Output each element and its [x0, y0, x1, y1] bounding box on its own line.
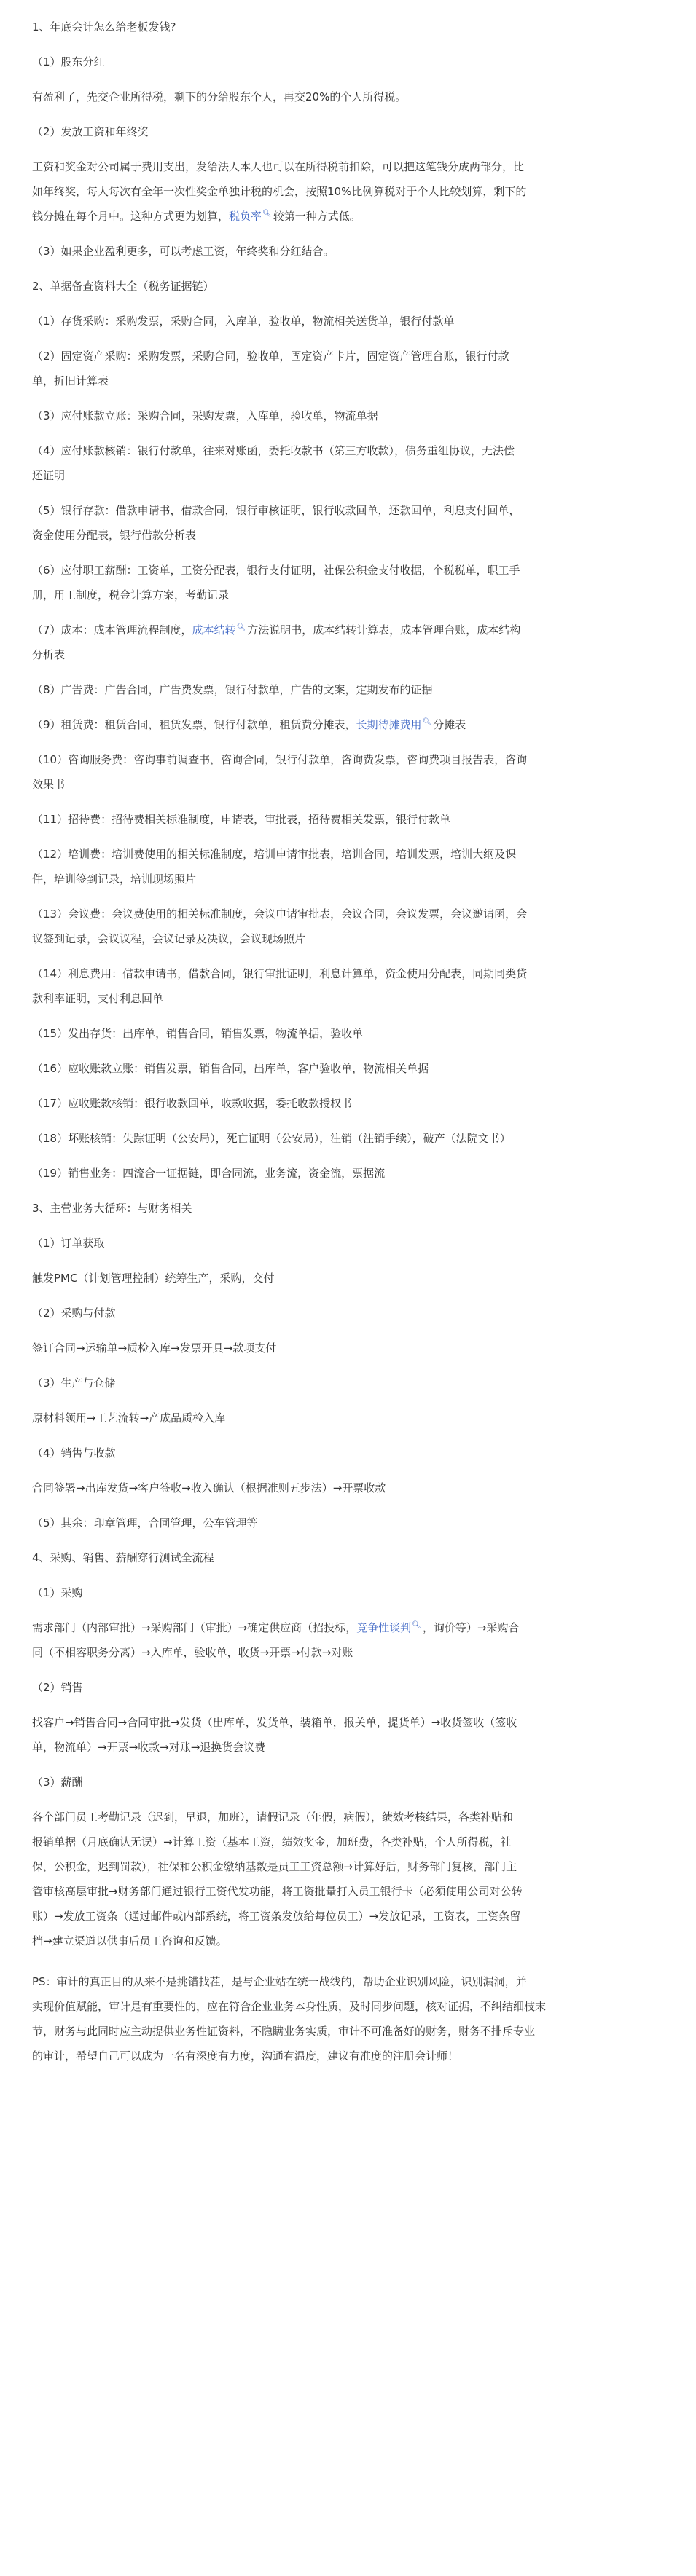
- list-item: （5）银行存款：借款申请书，借款合同，银行审核证明，银行收款回单，还款回单，利息支付回单，: [32, 504, 520, 517]
- list-item: [32, 618, 666, 642]
- list-item: （19）销售业务：四流合一证据链，即合同流，业务流，资金流，票据流: [32, 1167, 386, 1180]
- list-item: （8）广告费：广告合同，广告费发票，银行付款单，广告的文案，定期发布的证据: [32, 683, 433, 696]
- list-item: [32, 712, 666, 737]
- section-3-heading: 3、主营业务大循环：与财务相关: [32, 1202, 192, 1215]
- paragraph-salary-bonus-line-3: [32, 204, 666, 229]
- list-item: （1）存货采购：采购发票，采购合同，入库单，验收单，物流相关送货单，银行付款单: [32, 315, 455, 328]
- list-item-continued: 件，培训签到记录，培训现场照片: [32, 873, 197, 886]
- list-item-continued: 资金使用分配表，银行借款分析表: [32, 529, 197, 542]
- list-item-continued: 册，用工制度，税金计算方案，考勤记录: [32, 588, 230, 602]
- cost-transfer-link[interactable]: 成本结转: [192, 623, 236, 637]
- list-item: （12）培训费：培训费使用的相关标准制度，培训申请审批表，培训合同，培训发票，培训大纲及课: [32, 848, 517, 861]
- section-4-heading: 4、采购、销售、薪酬穿行测试全流程: [32, 1551, 214, 1564]
- list-item-continued: 还证明: [32, 469, 66, 482]
- text-fragment: ，询价等）→采购合: [422, 1621, 520, 1634]
- subheading-dividend: （1）股东分红: [32, 55, 105, 68]
- ps-paragraph-line-1: PS：审计的真正目的从来不是挑错找茬，是与企业站在统一战线的，帮助企业识别风险，识别漏洞，并: [32, 1975, 527, 1988]
- list-item-continued: 效果书: [32, 778, 66, 791]
- subheading-purchase-payment: （2）采购与付款: [32, 1307, 116, 1320]
- subheading-order: （1）订单获取: [32, 1237, 105, 1250]
- section-2-heading: 2、单据备查资料大全（税务证据链）: [32, 280, 214, 293]
- text-fragment: 分摊表: [433, 718, 466, 731]
- paragraph-dividend: 有盈利了，先交企业所得税，剩下的分给股东个人，再交20%的个人所得税。: [32, 90, 407, 103]
- paragraph-production: 原材料领用→工艺流转→产成品质检入库: [32, 1411, 226, 1425]
- text-fragment: 方法说明书，成本结转计算表，成本管理台账，成本结构: [247, 623, 521, 637]
- subheading-sales-collection: （4）销售与收款: [32, 1446, 116, 1460]
- paragraph-sales-collection: 合同签署→出库发货→客户签收→收入确认（根据准则五步法）→开票收款: [32, 1481, 386, 1494]
- text-fragment: 需求部门（内部审批）→采购部门（审批）→确定供应商（招投标，: [32, 1621, 357, 1634]
- subheading-payroll: （3）薪酬: [32, 1776, 83, 1789]
- list-item: （16）应收账款立账：销售发票，销售合同，出库单，客户验收单，物流相关单据: [32, 1062, 429, 1075]
- paragraph-purchase-line-1: [32, 1615, 666, 1640]
- list-item: （11）招待费：招待费相关标准制度，申请表，审批表，招待费相关发票，银行付款单: [32, 813, 451, 826]
- list-item: （3）应付账款立账：采购合同，采购发票，入库单，验收单，物流单据: [32, 409, 378, 422]
- paragraph-purchase-payment: 签订合同→运输单→质检入库→发票开具→款项支付: [32, 1342, 277, 1355]
- search-link-icon[interactable]: 🔍︎: [236, 623, 246, 631]
- text-fragment: 钱分摊在每个月中。这种方式更为划算，: [32, 210, 230, 223]
- list-item-continued: 议签到记录，会议议程，会议记录及决议，会议现场照片: [32, 932, 306, 945]
- ps-paragraph-line-2: 实现价值赋能，审计是有重要性的，应在符合企业业务本身性质，及时同步问题，核对证据，不纠结细枝末: [32, 2000, 547, 2013]
- ps-paragraph-line-3: 节，财务与此同时应主动提供业务性证资料，不隐瞒业务实质，审计不可准备好的财务，财务不排斥专业: [32, 2025, 536, 2038]
- paragraph-salary-bonus-line-2: 如年终奖，每人每次有全年一次性奖金单独计税的机会，按照10%比例算税对于个人比较划算，剩下的: [32, 185, 527, 198]
- paragraph-others: （5）其余：印章管理，合同管理，公车管理等: [32, 1516, 258, 1529]
- text-fragment: （7）成本：成本管理流程制度，: [32, 623, 192, 637]
- long-term-prepaid-expense-link[interactable]: 长期待摊费用: [356, 718, 422, 731]
- ps-paragraph-line-4: 的审计，希望自己可以成为一名有深度有力度，沟通有温度，建议有准度的注册会计师！: [32, 2049, 459, 2063]
- subheading-salary-bonus: （2）发放工资和年终奖: [32, 125, 149, 138]
- list-item: （10）咨询服务费：咨询事前调查书，咨询合同，银行付款单，咨询费发票，咨询费项目报告表，咨询: [32, 753, 528, 766]
- list-item-continued: 分析表: [32, 648, 66, 661]
- subheading-production: （3）生产与仓储: [32, 1376, 116, 1390]
- list-item: （17）应收账款核销：银行收款回单，收款收据，委托收款授权书: [32, 1097, 353, 1110]
- list-item: （2）固定资产采购：采购发票，采购合同，验收单，固定资产卡片，固定资产管理台账，银行付款: [32, 350, 509, 363]
- list-item: （6）应付职工薪酬：工资单，工资分配表，银行支付证明，社保公积金支付收据，个税税单，职工手: [32, 564, 520, 577]
- competitive-negotiation-link[interactable]: 竞争性谈判: [356, 1621, 412, 1634]
- list-item-continued: 款利率证明，支付利息回单: [32, 992, 164, 1005]
- tax-burden-rate-link[interactable]: 税负率: [229, 210, 262, 223]
- paragraph-sales-line-1: 找客户→销售合同→合同审批→发货（出库单，发货单，装箱单，报关单，提货单）→收货签收（签收: [32, 1716, 517, 1729]
- search-link-icon[interactable]: 🔍︎: [262, 210, 272, 218]
- list-item: （13）会议费：会议费使用的相关标准制度，会议申请审批表，会议合同，会议发票，会议邀请函，会: [32, 907, 528, 921]
- text-fragment: 较第一种方式低。: [273, 210, 361, 223]
- search-link-icon[interactable]: 🔍︎: [412, 1621, 421, 1629]
- search-link-icon[interactable]: 🔍︎: [422, 718, 432, 726]
- list-item: （18）坏账核销：失踪证明（公安局），死亡证明（公安局），注销（注销手续），破产（法院文书）: [32, 1132, 511, 1145]
- paragraph-order: 触发PMC（计划管理控制）统筹生产，采购，交付: [32, 1272, 275, 1285]
- paragraph-salary-bonus-line-1: 工资和奖金对公司属于费用支出，发给法人本人也可以在所得税前扣除，可以把这笔钱分成两部分，比: [32, 160, 525, 173]
- paragraph-purchase-line-2: 同（不相容职务分离）→入库单，验收单，收货→开票→付款→对账: [32, 1646, 353, 1659]
- paragraph-payroll-line-2: 报销单据（月底确认无误）→计算工资（基本工资，绩效奖金，加班费，各类补贴，个人所得税，社: [32, 1835, 512, 1848]
- list-item: （15）发出存货：出库单，销售合同，销售发票，物流单据，验收单: [32, 1027, 364, 1040]
- paragraph-payroll-line-5: 账）→发放工资条（通过邮件或内部系统，将工资条发放给每位员工）→发放记录，工资表，工资条留: [32, 1910, 521, 1923]
- list-item-continued: 单，折旧计算表: [32, 374, 109, 387]
- paragraph-payroll-line-6: 档→建立渠道以供事后员工咨询和反馈。: [32, 1934, 227, 1947]
- paragraph-payroll-line-1: 各个部门员工考勤记录（迟到，早退，加班），请假记录（年假，病假），绩效考核结果，各类补贴和: [32, 1811, 514, 1824]
- subheading-sales: （2）销售: [32, 1681, 83, 1694]
- paragraph-payroll-line-4: 管审核高层审批→财务部门通过银行工资代发功能，将工资批量打入员工银行卡（必须使用公司对公转: [32, 1885, 523, 1898]
- paragraph-sales-line-2: 单，物流单）→开票→收款→对账→退换货会议费: [32, 1741, 266, 1754]
- text-fragment: （9）租赁费：租赁合同，租赁发票，银行付款单，租赁费分摊表，: [32, 718, 356, 731]
- subheading-purchase: （1）采购: [32, 1586, 83, 1599]
- list-item: （14）利息费用：借款申请书，借款合同，银行审批证明，利息计算单，资金使用分配表，同期同类贷: [32, 967, 528, 980]
- paragraph-combined-option: （3）如果企业盈利更多，可以考虑工资，年终奖和分红结合。: [32, 245, 335, 258]
- section-1-heading: 1、年底会计怎么给老板发钱?: [32, 20, 176, 34]
- list-item: （4）应付账款核销：银行付款单，往来对账函，委托收款书（第三方收款），债务重组协议，无法偿: [32, 444, 515, 457]
- paragraph-payroll-line-3: 保，公积金，迟到罚款），社保和公积金缴纳基数是员工工资总额→计算好后，财务部门复核，部门主: [32, 1860, 517, 1873]
